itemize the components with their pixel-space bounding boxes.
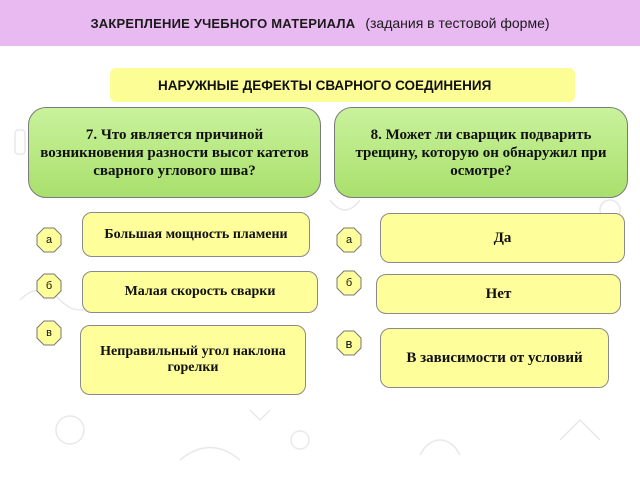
- answer-marker-label: в: [46, 327, 52, 339]
- header-title-bold: ЗАКРЕПЛЕНИЕ УЧЕБНОГО МАТЕРИАЛА: [90, 15, 356, 31]
- answer-marker-left-a[interactable]: [36, 227, 62, 253]
- answer-marker-left-c[interactable]: [36, 320, 62, 346]
- answer-marker-label: в: [345, 335, 353, 351]
- answer-left-a[interactable]: Большая мощность пламени: [82, 212, 310, 257]
- answer-marker-right-c[interactable]: [336, 330, 362, 356]
- answer-marker-right-b[interactable]: [336, 270, 362, 296]
- answer-marker-label: а: [45, 234, 53, 246]
- answer-marker-label: б: [45, 280, 53, 292]
- answer-marker-label: а: [345, 234, 353, 246]
- answer-right-c[interactable]: В зависимости от условий: [380, 328, 609, 388]
- question-8: 8. Может ли сварщик подварить трещину, которую он обнаружил при осмотре?: [334, 107, 628, 198]
- topic-banner: НАРУЖНЫЕ ДЕФЕКТЫ СВАРНОГО СОЕДИНЕНИЯ: [110, 68, 575, 102]
- answer-left-c[interactable]: Неправильный угол наклона горелки: [80, 325, 306, 395]
- answer-left-b[interactable]: Малая скорость сварки: [82, 271, 318, 313]
- question-7: 7. Что является причиной возникновения разности высот катетов сварного углового шва?: [28, 107, 321, 198]
- answer-right-a[interactable]: Да: [380, 213, 625, 263]
- header-bar: [0, 0, 640, 46]
- answer-marker-label: б: [345, 277, 353, 289]
- answer-marker-left-b[interactable]: [36, 273, 62, 299]
- answer-right-b[interactable]: Нет: [376, 274, 621, 314]
- header-title-normal: (задания в тестовой форме): [365, 15, 550, 31]
- answer-marker-right-a[interactable]: [336, 227, 362, 253]
